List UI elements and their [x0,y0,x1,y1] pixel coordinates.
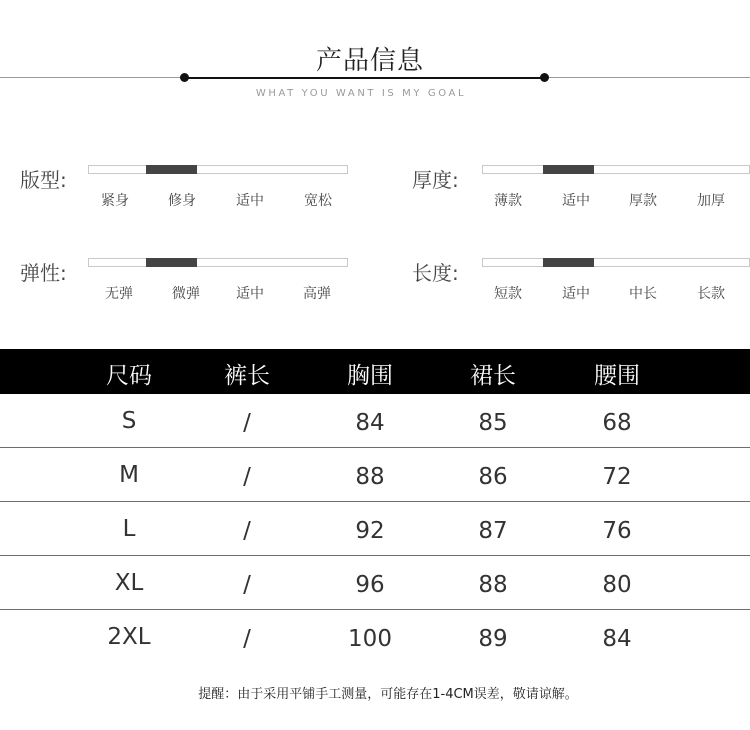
table-row [0,610,750,663]
attr-elasticity-option: 无弹 [105,286,133,302]
attr-fit-option: 宽松 [304,193,332,209]
attr-length-option: 适中 [562,286,590,302]
table-cell: 2XL [107,624,151,650]
column-header-pants-length: 裤长 [224,363,270,389]
table-cell: 72 [602,464,632,490]
column-header-skirt-length: 裙长 [470,363,516,389]
size-table [0,349,750,663]
attr-fit-option: 适中 [236,193,264,209]
attr-fit-option: 修身 [168,193,196,209]
attr-fit-marker [146,165,197,174]
table-row [0,394,750,448]
size-table-header [0,349,750,394]
attr-thickness-option: 薄款 [494,193,522,209]
table-cell: 92 [355,518,385,544]
measurement-note: 提醒：由于采用平铺手工测量，可能存在1-4CM误差，敬请谅解。 [198,687,578,702]
table-cell: / [243,410,251,436]
attr-thickness-option: 加厚 [697,193,725,209]
table-cell: / [243,518,251,544]
table-cell: 87 [478,518,508,544]
table-row [0,556,750,610]
attr-fit-label: 版型: [20,168,67,192]
attr-length-label: 长度: [412,261,459,285]
attr-length-marker [543,258,594,267]
table-cell: 80 [602,572,632,598]
attr-fit-track [88,165,348,174]
page-subtitle: WHAT YOU WANT IS MY GOAL [255,88,467,99]
table-row [0,448,750,502]
table-row [0,502,750,556]
attr-thickness [412,164,750,224]
attr-length [412,257,750,317]
attr-thickness-option: 适中 [562,193,590,209]
table-cell: 84 [355,410,385,436]
table-cell: / [243,464,251,490]
attr-elasticity-option: 适中 [236,286,264,302]
attr-length-option: 短款 [494,286,522,302]
attr-elasticity-marker [146,258,197,267]
page-title: 产品信息 [315,46,424,76]
attr-thickness-option: 厚款 [629,193,657,209]
table-cell: M [119,462,139,488]
column-header-size: 尺码 [106,363,152,389]
table-cell: 84 [602,626,632,652]
table-cell: XL [114,570,144,596]
table-cell: 89 [478,626,508,652]
table-cell: 76 [602,518,632,544]
table-cell: / [243,572,251,598]
attr-fit [20,164,360,224]
attr-thickness-track [482,165,750,174]
table-cell: 88 [478,572,508,598]
table-cell: S [121,408,137,434]
table-cell: 96 [355,572,385,598]
title-rule-center [184,77,545,79]
table-cell: 100 [348,626,392,652]
table-cell: 85 [478,410,508,436]
attr-fit-option: 紧身 [101,193,129,209]
table-cell: / [243,626,251,652]
table-cell: 88 [355,464,385,490]
attr-length-option: 长款 [697,286,725,302]
attr-elasticity-option: 高弹 [303,286,331,302]
title-rule-dot-right [540,73,549,82]
title-rule-left [0,77,184,78]
table-cell: 68 [602,410,632,436]
attr-elasticity-label: 弹性: [20,261,67,285]
title-rule-right [545,77,750,78]
attr-elasticity-option: 微弹 [172,286,200,302]
attr-thickness-marker [543,165,594,174]
table-cell: L [122,516,136,542]
column-header-bust: 胸围 [347,363,393,389]
attr-elasticity-track [88,258,348,267]
attr-length-track [482,258,750,267]
attr-thickness-label: 厚度: [412,168,459,192]
title-rule-dot-left [180,73,189,82]
table-cell: 86 [478,464,508,490]
attr-length-option: 中长 [629,286,657,302]
attr-elasticity [20,257,360,317]
column-header-waist: 腰围 [594,363,640,389]
